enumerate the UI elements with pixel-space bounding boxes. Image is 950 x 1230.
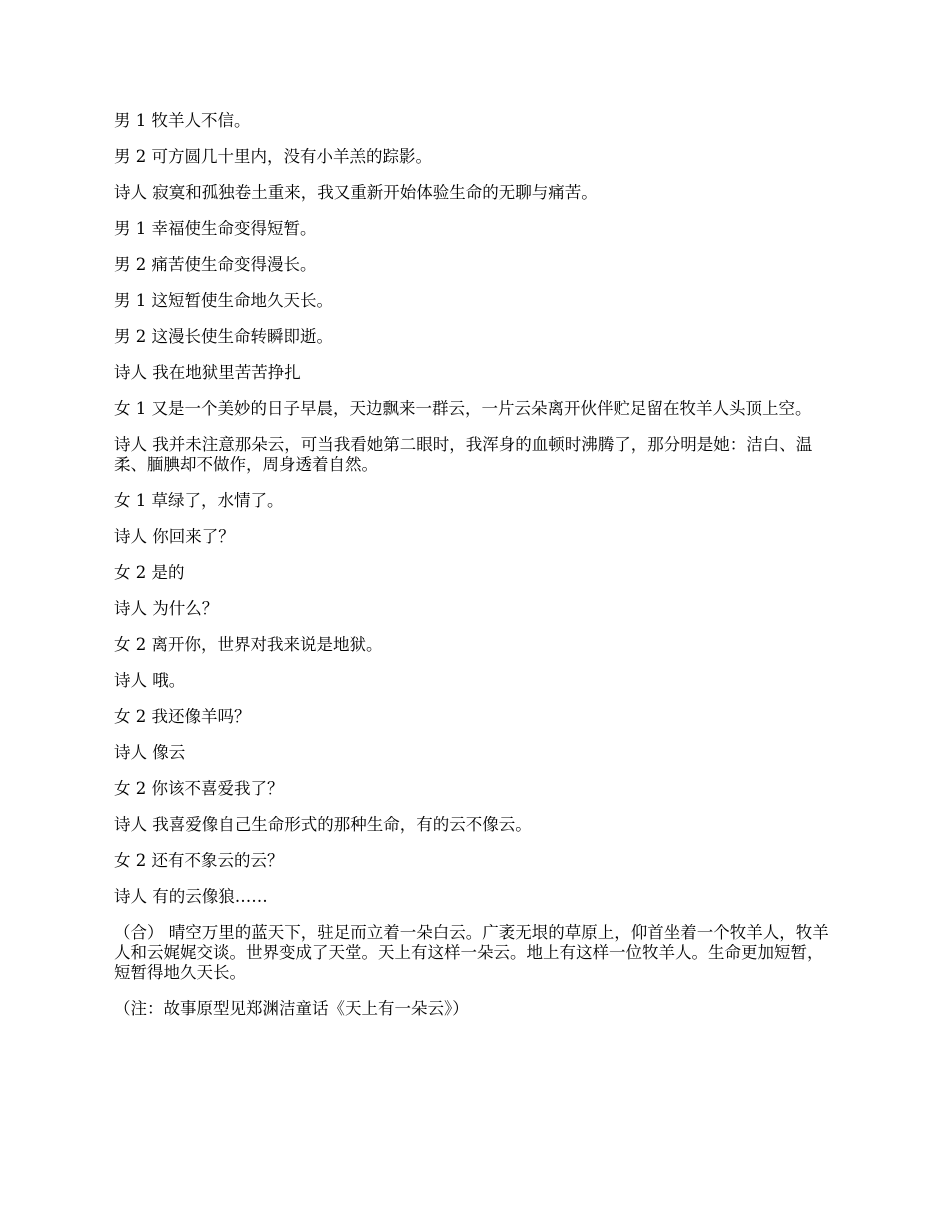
script-line: 男 2 这漫长使生命转瞬即逝。 <box>114 327 333 346</box>
script-line: 诗人 有的云像狼…… <box>114 887 268 906</box>
script-line: 诗人 像云 <box>114 743 186 762</box>
script-line: 诗人 我并未注意那朵云，可当我看她第二眼时，我浑身的血顿时沸腾了，那分明是她：洁白、温柔、腼腆却不做作，周身透着自然。 <box>114 435 813 474</box>
script-line: 诗人 我在地狱里苦苦挣扎 <box>114 363 301 382</box>
script-line: 男 1 这短暂使生命地久天长。 <box>114 291 333 310</box>
script-line: 诗人 寂寞和孤独卷土重来，我又重新开始体验生命的无聊与痛苦。 <box>114 183 598 202</box>
script-line: 男 2 可方圆几十里内，没有小羊羔的踪影。 <box>114 147 432 166</box>
script-line: 女 2 你该不喜爱我了？ <box>114 779 284 798</box>
script-line: 女 1 又是一个美妙的日子早晨，天边飘来一群云，一片云朵离开伙伴贮足留在牧羊人头顶上空。 <box>114 399 812 418</box>
script-line: 诗人 我喜爱像自己生命形式的那种生命，有的云不像云。 <box>114 815 532 834</box>
script-line: 男 1 幸福使生命变得短暂。 <box>114 219 317 238</box>
script-line: 诗人 为什么？ <box>114 599 219 618</box>
script-line: 女 1 草绿了，水情了。 <box>114 491 284 510</box>
script-line: 男 1 牧羊人不信。 <box>114 111 251 130</box>
script-line: 男 2 痛苦使生命变得漫长。 <box>114 255 317 274</box>
script-line: 诗人 你回来了？ <box>114 527 235 546</box>
script-line: 女 2 我还像羊吗？ <box>114 707 251 726</box>
script-line: 诗人 哦。 <box>114 671 186 690</box>
source-note: （注：故事原型见郑渊洁童话《天上有一朵云》） <box>114 999 469 1018</box>
chorus-paragraph: （合） 晴空万里的蓝天下，驻足而立着一朵白云。广袤无垠的草原上，仰首坐着一个牧羊人，牧羊人和云娓娓交谈。世界变成了天堂。天上有这样一朵云。地上有这样一位牧羊人。生命更加短暂，短暂得地久天长。 <box>114 923 829 982</box>
script-line: 女 2 是的 <box>114 563 185 582</box>
script-line: 女 2 还有不象云的云？ <box>114 851 284 870</box>
script-line: 女 2 离开你，世界对我来说是地狱。 <box>114 635 383 654</box>
